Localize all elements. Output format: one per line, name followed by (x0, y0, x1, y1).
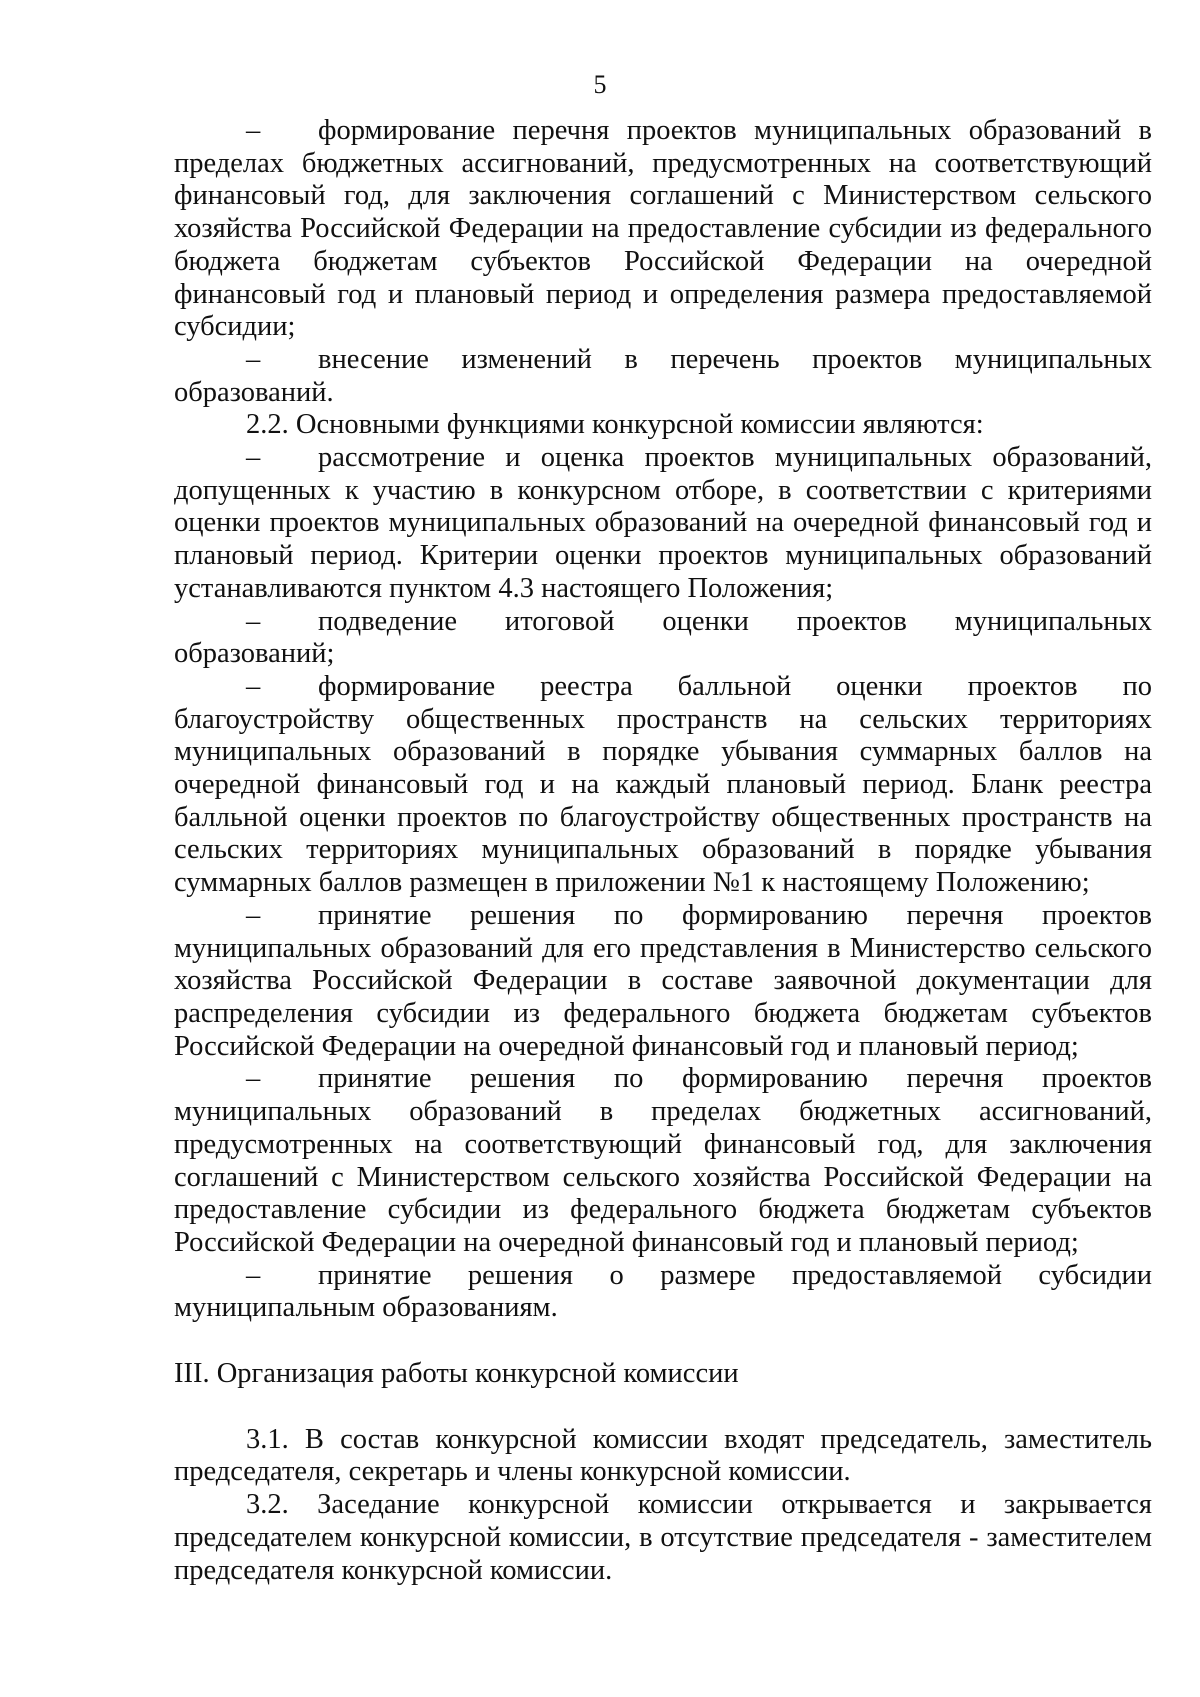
list-item-text: принятие решения по формированию перечня проектов муниципальных образований в пределах бюджетных ассигнований, предусмотренных на соответствующий финансовый год, для заключения соглашений с Министерством сельского хозяйства Российской Федерации на предоставление субсидии из федерального бюджета бюджетам субъектов Российской Федерации на очередной финансовый год и плановый период; (174, 1063, 1152, 1258)
dash-marker: – (246, 343, 261, 375)
dash-marker: – (246, 115, 261, 146)
list-item-text: формирование перечня проектов муниципальных образований в пределах бюджетных ассигнований, предусмотренных на соответствующий финансовый год, для заключения соглашений с Министерством сельского хозяйства Российской Федерации на предоставление субсидии из федерального бюджета бюджетам субъектов Российской Федерации на очередной финансовый год и плановый период и определения размера предоставляемой субсидии; (174, 115, 1152, 343)
dash-marker: – (246, 1259, 261, 1291)
list-item-text: принятие решения по формированию перечня проектов муниципальных образований для его представления в Министерство сельского хозяйства Российской Федерации в составе заявочной документации для распределения субсидии из федерального бюджета бюджетам субъектов Российской Федерации на очередной финансовый год и плановый период; (174, 899, 1152, 1062)
dash-marker: – (246, 670, 261, 702)
list-item (174, 344, 1152, 409)
list-item (174, 115, 1152, 344)
list-item-text: внесение изменений в перечень проектов муниципальных образований. (174, 343, 1152, 408)
dash-marker: – (246, 899, 261, 931)
list-item (174, 442, 1152, 606)
list-item (174, 671, 1152, 900)
dash-marker: – (246, 605, 261, 637)
list-item-text: формирование реестра балльной оценки проектов по благоустройству общественных пространств на сельских территориях муниципальных образований в порядке убывания суммарных баллов на очередной финансовый год и на каждый плановый период. Бланк реестра балльной оценки проектов по благоустройству общественных пространств на сельских территориях муниципальных образований в порядке убывания суммарных баллов размещен в приложении №1 к настоящему Положению; (174, 670, 1152, 899)
section-heading: III. Организация работы конкурсной комиссии (174, 1358, 739, 1390)
clause-3-1: 3.1. В состав конкурсной комиссии входят председатель, заместитель председателя, секретарь и члены конкурсной комиссии. (174, 1423, 1152, 1488)
list-item-text: подведение итоговой оценки проектов муниципальных образований; (174, 605, 1152, 670)
dash-marker: – (246, 1063, 261, 1095)
list-item (174, 606, 1152, 671)
page-number: 5 (593, 70, 607, 99)
clause-3-2: 3.2. Заседание конкурсной комиссии открывается и закрывается председателем конкурсной комиссии, в отсутствие председателя - заместителем председателя конкурсной комиссии. (174, 1489, 1152, 1586)
list-item-text: рассмотрение и оценка проектов муниципальных образований, допущенных к участию в конкурсном отборе, в соответствии с критериями оценки проектов муниципальных образований на очередной финансовый год и плановый период. Критерии оценки проектов муниципальных образований устанавливаются пунктом 4.3 настоящего Положения; (174, 442, 1152, 604)
clause-2-2: 2.2. Основными функциями конкурсной комиссии являются: (246, 409, 984, 441)
dash-marker: – (246, 442, 261, 474)
list-item-text: принятие решения о размере предоставляемой субсидии муниципальным образованиям. (174, 1259, 1152, 1324)
document-body (174, 115, 1152, 1587)
list-item (174, 1063, 1152, 1259)
list-item (174, 900, 1152, 1064)
list-item (174, 1260, 1152, 1325)
